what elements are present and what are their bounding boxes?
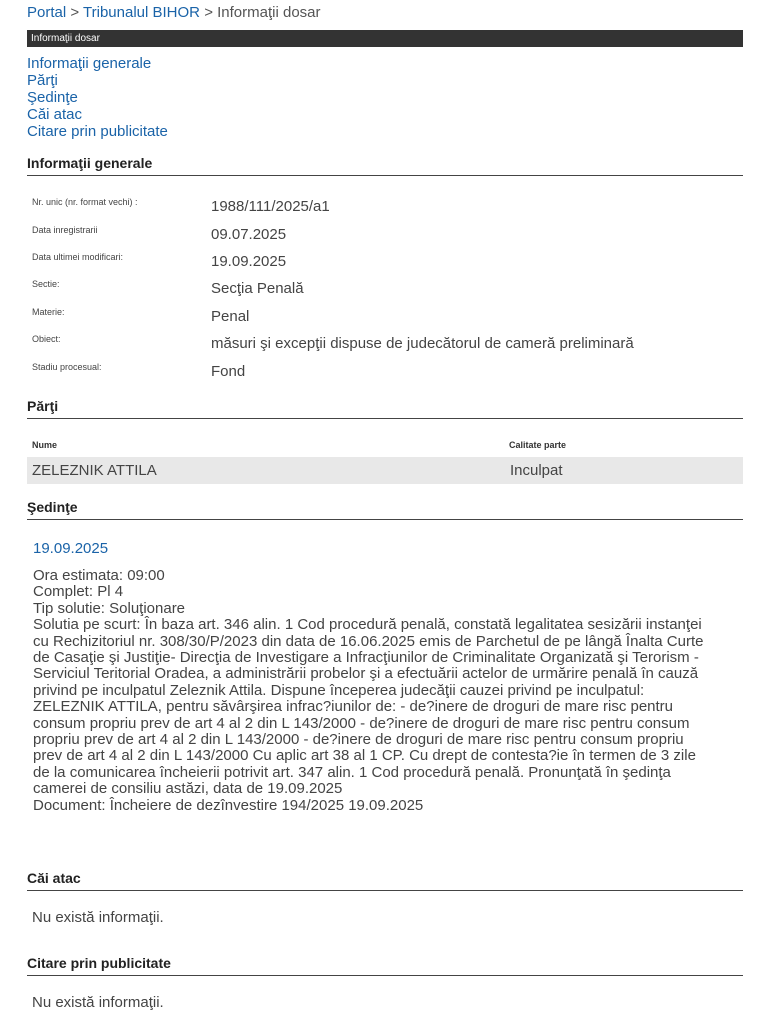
- sedinta-solutie-line: propriu prev de art 4 al 2 din L 143/2000 - de?inere de droguri de mare risc pentru consum propriu: [33, 731, 684, 749]
- info-label: Obiect:: [32, 334, 61, 344]
- info-label: Data inregistrarii: [32, 225, 98, 235]
- sedinta-solutie-line: prev de art 4 al 2 din L 143/2000 Cu aplic art 38 al 1 CP. Cu drept de contesta?ie în termen de 3 zile: [33, 747, 696, 765]
- info-label: Stadiu procesual:: [32, 362, 102, 372]
- sedinta-solutie-line: Serviciul Teritorial Oradea, a administrării probelor şi a efectuării actelor de urmărire penală în cauză: [33, 665, 699, 683]
- sedinta-ora: Ora estimata: 09:00: [33, 567, 165, 584]
- info-value: Penal: [211, 308, 250, 325]
- sedinta-details: [33, 568, 733, 814]
- sedinta-tip-solutie: Tip solutie: Soluţionare: [33, 599, 186, 617]
- breadcrumb-portal-link[interactable]: Portal: [27, 4, 67, 21]
- breadcrumb-separator: >: [204, 4, 213, 21]
- info-value: măsuri şi excepţii dispuse de judecătorul de cameră preliminară: [211, 335, 634, 352]
- party-name: ZELEZNIK ATTILA: [32, 462, 157, 479]
- breadcrumb-separator: >: [70, 4, 80, 21]
- page-header-bar: Informaţii dosar: [27, 30, 743, 47]
- nav-link-cai-atac[interactable]: Căi atac: [27, 106, 83, 123]
- info-label: Nr. unic (nr. format vechi) :: [32, 197, 138, 207]
- sedinta-complet: Complet: Pl 4: [33, 583, 124, 601]
- table-row: [27, 457, 743, 484]
- info-value: 09.07.2025: [211, 226, 287, 243]
- breadcrumb: [27, 4, 321, 21]
- nav-link-informatii-generale[interactable]: Informaţii generale: [27, 55, 152, 72]
- section-title-cai-atac: Căi atac: [27, 870, 743, 891]
- breadcrumb-current: Informaţii dosar: [217, 4, 321, 21]
- section-nav: [27, 55, 168, 140]
- cai-atac-empty-message: Nu există informaţii.: [32, 909, 164, 926]
- sedinta-solutie-line: cu Rechizitoriul nr. 308/30/P/2023 din data de 16.06.2025 emis de Parchetul de pe lângă Înalta Curte: [33, 632, 704, 650]
- info-label: Data ultimei modificari:: [32, 252, 124, 262]
- nav-link-sedinte[interactable]: Şedinţe: [27, 89, 78, 106]
- sedinta-solutie-line: de Casaţie şi Justiţie- Direcţia de Investigare a Infracţiunilor de Criminalitate Organizată şi Terorism -: [33, 649, 699, 667]
- sedinta-solutie-line: consum propriu prev de art 4 al 2 din L 143/2000 - de?inere de droguri de mare risc pentru consum: [33, 714, 690, 732]
- column-header-calitate: Calitate parte: [509, 440, 567, 450]
- sedinta-date: 19.09.2025: [33, 540, 109, 557]
- section-title-informatii-generale: Informaţii generale: [27, 155, 743, 176]
- sedinta-solutie-line: privind pe inculpatul Zeleznik Attila. Dispune începerea judecăţii cauzei privind pe inculpatul:: [33, 681, 645, 699]
- info-value: Fond: [211, 363, 246, 380]
- sedinta-solutie-line: Solutia pe scurt: În baza art. 346 alin. 1 Cod procedură penală, constată legalitatea sesizării instanţei: [33, 616, 702, 634]
- nav-link-citare[interactable]: Citare prin publicitate: [27, 123, 168, 140]
- nav-link-parti[interactable]: Părţi: [27, 72, 58, 89]
- party-role: Inculpat: [510, 462, 563, 479]
- citare-empty-message: Nu există informaţii.: [32, 994, 164, 1011]
- info-value: 1988/111/2025/a1: [211, 198, 330, 215]
- sedinta-solutie-line: ZELEZNIK ATTILA, pentru săvârşirea infrac?iunilor de: - de?inere de droguri de mare risc pentru: [33, 698, 674, 716]
- section-title-parti: Părţi: [27, 398, 743, 419]
- section-title-citare: Citare prin publicitate: [27, 955, 743, 976]
- info-value: 19.09.2025: [211, 253, 287, 270]
- sedinta-document: Document: Încheiere de dezînvestire 194/2025 19.09.2025: [33, 796, 424, 814]
- section-title-sedinte: Şedinţe: [27, 499, 743, 520]
- sedinta-solutie-line: camerei de consiliu astăzi, data de 19.09.2025: [33, 780, 343, 798]
- column-header-nume: Nume: [32, 440, 58, 450]
- breadcrumb-tribunal-link[interactable]: Tribunalul BIHOR: [83, 4, 201, 21]
- info-label: Sectie:: [32, 279, 60, 289]
- sedinta-solutie-line: de la comunicarea încheierii potrivit art. 347 alin. 1 Cod procedură penală. Pronunţată în şedinţa: [33, 763, 671, 781]
- info-value: Secţia Penală: [211, 280, 304, 297]
- info-label: Materie:: [32, 307, 65, 317]
- parti-table-header: [32, 440, 732, 450]
